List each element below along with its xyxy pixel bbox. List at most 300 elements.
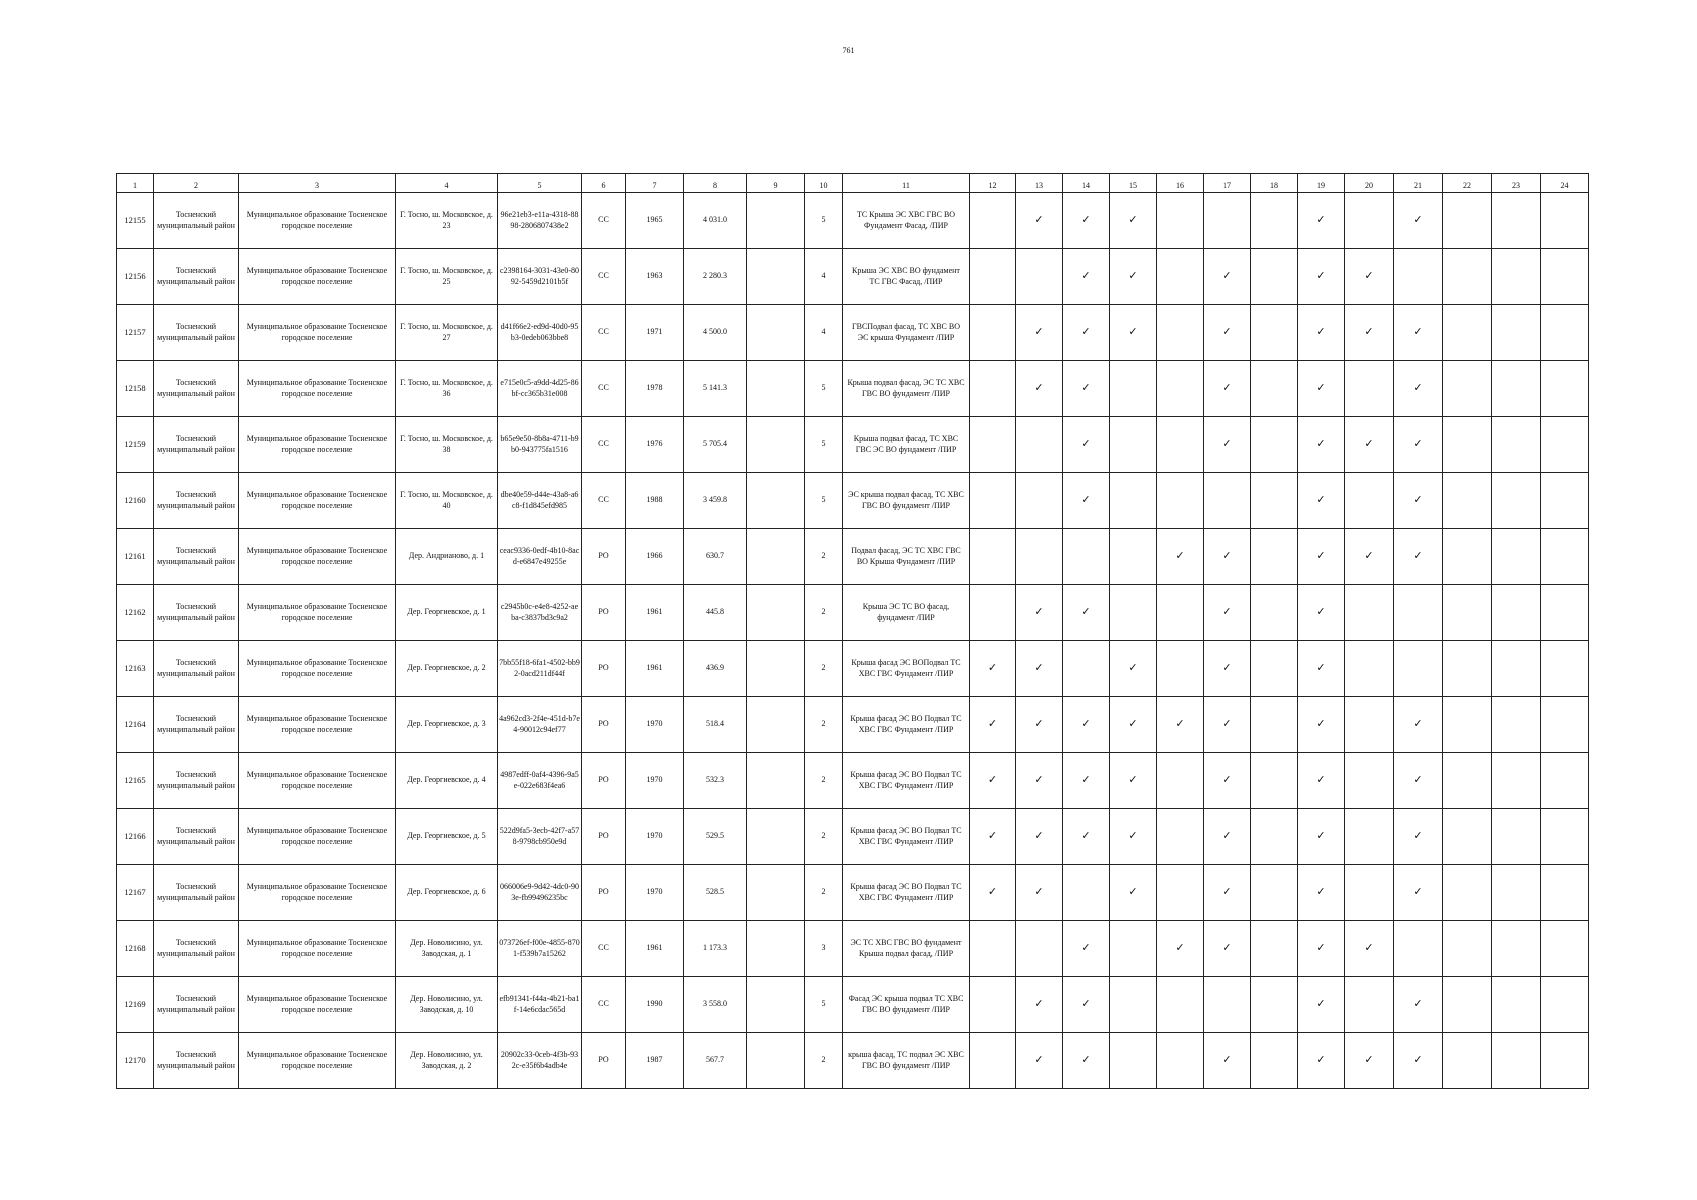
address-cell: Дер. Георгиевское, д. 3 [396, 697, 498, 753]
checkmark-icon: ✓ [1316, 550, 1326, 563]
check-cell-19 [1298, 977, 1345, 1033]
row-id: 12166 [117, 809, 154, 865]
table-row [117, 305, 1589, 361]
checkmark-icon: ✓ [1081, 830, 1091, 843]
year-cell: 1970 [626, 697, 684, 753]
col9-cell [747, 417, 805, 473]
year-cell: 1976 [626, 417, 684, 473]
guid-cell: 4a962cd3-2f4e-451d-b7e4-90012c94ef77 [498, 697, 582, 753]
works-cell: ЭС ТС ХВС ГВС ВО фундамент Крыша подвал фасад, /ПИР [843, 921, 970, 977]
check-cell-23 [1492, 193, 1541, 249]
col9-cell [747, 305, 805, 361]
check-cell-23 [1492, 361, 1541, 417]
row-id: 12158 [117, 361, 154, 417]
col9-cell [747, 977, 805, 1033]
row-id: 12160 [117, 473, 154, 529]
area-cell: 445.8 [684, 585, 747, 641]
check-cell-14 [1063, 697, 1110, 753]
address-cell: Г. Тосно, ш. Московское, д. 38 [396, 417, 498, 473]
area-cell: 5 141.3 [684, 361, 747, 417]
address-cell: Дер. Георгиевское, д. 1 [396, 585, 498, 641]
check-cell-23 [1492, 809, 1541, 865]
check-cell-12 [970, 585, 1016, 641]
check-cell-19 [1298, 361, 1345, 417]
check-cell-17 [1204, 809, 1251, 865]
checkmark-icon: ✓ [1034, 830, 1044, 843]
address-cell: Дер. Георгиевское, д. 4 [396, 753, 498, 809]
check-cell-15 [1110, 417, 1157, 473]
floors-cell: 4 [805, 305, 843, 361]
page-number: 761 [842, 46, 855, 55]
checkmark-icon: ✓ [1222, 438, 1232, 451]
check-cell-13 [1016, 473, 1063, 529]
check-cell-17 [1204, 361, 1251, 417]
check-cell-16 [1157, 473, 1204, 529]
check-cell-16 [1157, 361, 1204, 417]
col9-cell [747, 361, 805, 417]
area-cell: 3 558.0 [684, 977, 747, 1033]
check-cell-14 [1063, 921, 1110, 977]
check-cell-13 [1016, 529, 1063, 585]
housing-table [116, 173, 1589, 1089]
check-cell-17 [1204, 1033, 1251, 1089]
check-cell-16 [1157, 417, 1204, 473]
table-row [117, 753, 1589, 809]
address-cell: Дер. Георгиевское, д. 5 [396, 809, 498, 865]
check-cell-20 [1345, 697, 1394, 753]
column-header-24: 24 [1541, 174, 1589, 193]
check-cell-17 [1204, 529, 1251, 585]
check-cell-17 [1204, 865, 1251, 921]
checkmark-icon: ✓ [1316, 326, 1326, 339]
column-header-4: 4 [396, 174, 498, 193]
check-cell-12 [970, 417, 1016, 473]
check-cell-21 [1394, 529, 1443, 585]
checkmark-icon: ✓ [1316, 662, 1326, 675]
check-cell-20 [1345, 361, 1394, 417]
check-cell-14 [1063, 585, 1110, 641]
table-row [117, 697, 1589, 753]
check-cell-15 [1110, 193, 1157, 249]
check-cell-17 [1204, 249, 1251, 305]
check-cell-24 [1541, 921, 1589, 977]
district-cell: Тосненский муниципальный район [154, 641, 239, 697]
checkmark-icon: ✓ [1175, 718, 1185, 731]
check-cell-18 [1251, 753, 1298, 809]
address-cell: Дер. Новолисино, ул. Заводская, д. 2 [396, 1033, 498, 1089]
check-cell-19 [1298, 921, 1345, 977]
works-cell: Крыша подвал фасад, ТС ХВС ГВС ЭС ВО фундамент /ПИР [843, 417, 970, 473]
column-header-5: 5 [498, 174, 582, 193]
check-cell-19 [1298, 585, 1345, 641]
checkmark-icon: ✓ [1222, 606, 1232, 619]
check-cell-17 [1204, 417, 1251, 473]
check-cell-12 [970, 641, 1016, 697]
municipality-cell: Муниципальное образование Тосненское городское поселение [239, 865, 396, 921]
checkmark-icon: ✓ [1128, 718, 1138, 731]
row-id: 12156 [117, 249, 154, 305]
check-cell-22 [1443, 977, 1492, 1033]
check-cell-17 [1204, 305, 1251, 361]
checkmark-icon: ✓ [1413, 998, 1423, 1011]
check-cell-14 [1063, 977, 1110, 1033]
check-cell-13 [1016, 417, 1063, 473]
checkmark-icon: ✓ [1316, 830, 1326, 843]
check-cell-18 [1251, 417, 1298, 473]
checkmark-icon: ✓ [1081, 774, 1091, 787]
check-cell-20 [1345, 753, 1394, 809]
check-cell-15 [1110, 1033, 1157, 1089]
check-cell-18 [1251, 697, 1298, 753]
check-cell-23 [1492, 977, 1541, 1033]
guid-cell: 066006e9-9d42-4dc0-903e-fb99496235bc [498, 865, 582, 921]
row-id: 12170 [117, 1033, 154, 1089]
district-cell: Тосненский муниципальный район [154, 697, 239, 753]
checkmark-icon: ✓ [1222, 718, 1232, 731]
check-cell-15 [1110, 809, 1157, 865]
check-cell-24 [1541, 865, 1589, 921]
area-cell: 532.3 [684, 753, 747, 809]
check-cell-24 [1541, 697, 1589, 753]
check-cell-13 [1016, 361, 1063, 417]
column-header-11: 11 [843, 174, 970, 193]
check-cell-14 [1063, 361, 1110, 417]
check-cell-16 [1157, 585, 1204, 641]
address-cell: Дер. Георгиевское, д. 6 [396, 865, 498, 921]
row-id: 12165 [117, 753, 154, 809]
column-header-22: 22 [1443, 174, 1492, 193]
row-id: 12167 [117, 865, 154, 921]
check-cell-23 [1492, 473, 1541, 529]
column-header-13: 13 [1016, 174, 1063, 193]
check-cell-16 [1157, 193, 1204, 249]
check-cell-20 [1345, 865, 1394, 921]
column-header-7: 7 [626, 174, 684, 193]
table-row [117, 977, 1589, 1033]
check-cell-21 [1394, 473, 1443, 529]
checkmark-icon: ✓ [1316, 718, 1326, 731]
check-cell-12 [970, 865, 1016, 921]
year-cell: 1963 [626, 249, 684, 305]
area-cell: 2 280.3 [684, 249, 747, 305]
check-cell-18 [1251, 921, 1298, 977]
checkmark-icon: ✓ [1222, 382, 1232, 395]
checkmark-icon: ✓ [1364, 1054, 1374, 1067]
check-cell-15 [1110, 249, 1157, 305]
checkmark-icon: ✓ [1081, 718, 1091, 731]
checkmark-icon: ✓ [1413, 830, 1423, 843]
wall-material-cell: СС [582, 305, 626, 361]
column-header-9: 9 [747, 174, 805, 193]
header-row [117, 174, 1589, 193]
checkmark-icon: ✓ [1128, 830, 1138, 843]
guid-cell: d41f66e2-ed9d-40d0-95b3-0edeb063bbe8 [498, 305, 582, 361]
check-cell-23 [1492, 249, 1541, 305]
check-cell-23 [1492, 697, 1541, 753]
wall-material-cell: СС [582, 249, 626, 305]
district-cell: Тосненский муниципальный район [154, 417, 239, 473]
floors-cell: 5 [805, 473, 843, 529]
check-cell-19 [1298, 417, 1345, 473]
check-cell-14 [1063, 753, 1110, 809]
guid-cell: 7bb55f18-6fa1-4502-bb92-0acd211df44f [498, 641, 582, 697]
municipality-cell: Муниципальное образование Тосненское городское поселение [239, 809, 396, 865]
checkmark-icon: ✓ [1364, 438, 1374, 451]
checkmark-icon: ✓ [1364, 326, 1374, 339]
check-cell-13 [1016, 865, 1063, 921]
check-cell-19 [1298, 529, 1345, 585]
floors-cell: 5 [805, 417, 843, 473]
check-cell-14 [1063, 193, 1110, 249]
wall-material-cell: СС [582, 921, 626, 977]
check-cell-22 [1443, 753, 1492, 809]
row-id: 12162 [117, 585, 154, 641]
table-row [117, 529, 1589, 585]
check-cell-13 [1016, 305, 1063, 361]
guid-cell: ceac9336-0edf-4b10-8acd-e6847e49255e [498, 529, 582, 585]
area-cell: 528.5 [684, 865, 747, 921]
row-id: 12155 [117, 193, 154, 249]
row-id: 12157 [117, 305, 154, 361]
district-cell: Тосненский муниципальный район [154, 529, 239, 585]
check-cell-19 [1298, 697, 1345, 753]
col9-cell [747, 921, 805, 977]
works-cell: Крыша фасад ЭС ВО Подвал ТС ХВС ГВС Фундамент /ПИР [843, 865, 970, 921]
works-cell: ЭС крыша подвал фасад, ТС ХВС ГВС ВО фундамент /ПИР [843, 473, 970, 529]
check-cell-23 [1492, 305, 1541, 361]
guid-cell: 522d9fa5-3ecb-42f7-a578-9798cb950e9d [498, 809, 582, 865]
address-cell: Дер. Андрианово, д. 1 [396, 529, 498, 585]
check-cell-15 [1110, 473, 1157, 529]
column-header-3: 3 [239, 174, 396, 193]
floors-cell: 2 [805, 529, 843, 585]
table-row [117, 865, 1589, 921]
check-cell-13 [1016, 641, 1063, 697]
check-cell-18 [1251, 865, 1298, 921]
col9-cell [747, 865, 805, 921]
check-cell-13 [1016, 697, 1063, 753]
check-cell-23 [1492, 417, 1541, 473]
address-cell: Дер. Новолисино, ул. Заводская, д. 10 [396, 977, 498, 1033]
table-row [117, 473, 1589, 529]
guid-cell: efb91341-f44a-4b21-ba1f-14e6cdac565d [498, 977, 582, 1033]
municipality-cell: Муниципальное образование Тосненское городское поселение [239, 585, 396, 641]
check-cell-20 [1345, 977, 1394, 1033]
check-cell-21 [1394, 641, 1443, 697]
column-header-18: 18 [1251, 174, 1298, 193]
check-cell-24 [1541, 473, 1589, 529]
check-cell-23 [1492, 865, 1541, 921]
municipality-cell: Муниципальное образование Тосненское городское поселение [239, 473, 396, 529]
row-id: 12168 [117, 921, 154, 977]
wall-material-cell: РО [582, 641, 626, 697]
column-header-6: 6 [582, 174, 626, 193]
checkmark-icon: ✓ [1413, 550, 1423, 563]
year-cell: 1970 [626, 865, 684, 921]
row-id: 12161 [117, 529, 154, 585]
column-header-14: 14 [1063, 174, 1110, 193]
municipality-cell: Муниципальное образование Тосненское городское поселение [239, 697, 396, 753]
checkmark-icon: ✓ [987, 830, 998, 843]
checkmark-icon: ✓ [1081, 438, 1091, 451]
checkmark-icon: ✓ [1128, 270, 1138, 283]
col9-cell [747, 697, 805, 753]
district-cell: Тосненский муниципальный район [154, 809, 239, 865]
check-cell-14 [1063, 473, 1110, 529]
check-cell-21 [1394, 865, 1443, 921]
wall-material-cell: РО [582, 865, 626, 921]
check-cell-18 [1251, 585, 1298, 641]
check-cell-16 [1157, 753, 1204, 809]
check-cell-14 [1063, 1033, 1110, 1089]
check-cell-14 [1063, 417, 1110, 473]
check-cell-15 [1110, 305, 1157, 361]
floors-cell: 2 [805, 753, 843, 809]
year-cell: 1966 [626, 529, 684, 585]
check-cell-20 [1345, 1033, 1394, 1089]
works-cell: ТС Крыша ЭС ХВС ГВС ВО Фундамент Фасад, /ПИР [843, 193, 970, 249]
area-cell: 3 459.8 [684, 473, 747, 529]
column-header-20: 20 [1345, 174, 1394, 193]
check-cell-22 [1443, 865, 1492, 921]
check-cell-18 [1251, 977, 1298, 1033]
check-cell-24 [1541, 417, 1589, 473]
check-cell-13 [1016, 249, 1063, 305]
checkmark-icon: ✓ [987, 662, 998, 675]
year-cell: 1987 [626, 1033, 684, 1089]
checkmark-icon: ✓ [1316, 886, 1326, 899]
municipality-cell: Муниципальное образование Тосненское городское поселение [239, 193, 396, 249]
check-cell-12 [970, 1033, 1016, 1089]
area-cell: 4 031.0 [684, 193, 747, 249]
floors-cell: 2 [805, 809, 843, 865]
checkmark-icon: ✓ [1364, 270, 1374, 283]
wall-material-cell: СС [582, 193, 626, 249]
column-header-10: 10 [805, 174, 843, 193]
check-cell-18 [1251, 305, 1298, 361]
check-cell-15 [1110, 921, 1157, 977]
municipality-cell: Муниципальное образование Тосненское городское поселение [239, 361, 396, 417]
check-cell-21 [1394, 305, 1443, 361]
check-cell-14 [1063, 305, 1110, 361]
checkmark-icon: ✓ [1222, 662, 1232, 675]
year-cell: 1961 [626, 585, 684, 641]
checkmark-icon: ✓ [1081, 1054, 1091, 1067]
check-cell-21 [1394, 1033, 1443, 1089]
works-cell: Крыша ЭС ТС ВО фасад, фундамент /ПИР [843, 585, 970, 641]
checkmark-icon: ✓ [1034, 1054, 1044, 1067]
table-row [117, 585, 1589, 641]
check-cell-18 [1251, 1033, 1298, 1089]
guid-cell: e715e0c5-a9dd-4d25-86bf-cc365b31e008 [498, 361, 582, 417]
municipality-cell: Муниципальное образование Тосненское городское поселение [239, 753, 396, 809]
col9-cell [747, 753, 805, 809]
year-cell: 1970 [626, 753, 684, 809]
district-cell: Тосненский муниципальный район [154, 921, 239, 977]
check-cell-12 [970, 529, 1016, 585]
district-cell: Тосненский муниципальный район [154, 1033, 239, 1089]
check-cell-12 [970, 809, 1016, 865]
address-cell: Г. Тосно, ш. Московское, д. 25 [396, 249, 498, 305]
checkmark-icon: ✓ [1316, 606, 1326, 619]
check-cell-15 [1110, 865, 1157, 921]
wall-material-cell: РО [582, 809, 626, 865]
check-cell-23 [1492, 529, 1541, 585]
checkmark-icon: ✓ [1222, 270, 1232, 283]
checkmark-icon: ✓ [1413, 438, 1423, 451]
checkmark-icon: ✓ [1413, 214, 1423, 227]
column-header-8: 8 [684, 174, 747, 193]
col9-cell [747, 1033, 805, 1089]
check-cell-17 [1204, 641, 1251, 697]
checkmark-icon: ✓ [1128, 662, 1138, 675]
check-cell-12 [970, 193, 1016, 249]
check-cell-18 [1251, 641, 1298, 697]
check-cell-17 [1204, 193, 1251, 249]
check-cell-22 [1443, 641, 1492, 697]
checkmark-icon: ✓ [1316, 494, 1326, 507]
check-cell-23 [1492, 753, 1541, 809]
check-cell-20 [1345, 193, 1394, 249]
check-cell-21 [1394, 753, 1443, 809]
check-cell-13 [1016, 585, 1063, 641]
check-cell-24 [1541, 249, 1589, 305]
area-cell: 567.7 [684, 1033, 747, 1089]
check-cell-24 [1541, 1033, 1589, 1089]
check-cell-21 [1394, 249, 1443, 305]
check-cell-24 [1541, 305, 1589, 361]
check-cell-15 [1110, 361, 1157, 417]
check-cell-23 [1492, 1033, 1541, 1089]
col9-cell [747, 249, 805, 305]
area-cell: 529.5 [684, 809, 747, 865]
checkmark-icon: ✓ [1364, 550, 1374, 563]
check-cell-19 [1298, 1033, 1345, 1089]
municipality-cell: Муниципальное образование Тосненское городское поселение [239, 249, 396, 305]
floors-cell: 4 [805, 249, 843, 305]
check-cell-20 [1345, 809, 1394, 865]
checkmark-icon: ✓ [1081, 942, 1091, 955]
checkmark-icon: ✓ [1316, 438, 1326, 451]
row-id: 12169 [117, 977, 154, 1033]
district-cell: Тосненский муниципальный район [154, 753, 239, 809]
check-cell-20 [1345, 417, 1394, 473]
municipality-cell: Муниципальное образование Тосненское городское поселение [239, 1033, 396, 1089]
address-cell: Дер. Георгиевское, д. 2 [396, 641, 498, 697]
check-cell-19 [1298, 193, 1345, 249]
check-cell-19 [1298, 249, 1345, 305]
check-cell-16 [1157, 697, 1204, 753]
check-cell-21 [1394, 585, 1443, 641]
check-cell-16 [1157, 977, 1204, 1033]
municipality-cell: Муниципальное образование Тосненское городское поселение [239, 641, 396, 697]
checkmark-icon: ✓ [1081, 998, 1091, 1011]
area-cell: 5 705.4 [684, 417, 747, 473]
table-row [117, 193, 1589, 249]
check-cell-15 [1110, 641, 1157, 697]
year-cell: 1988 [626, 473, 684, 529]
check-cell-23 [1492, 921, 1541, 977]
check-cell-18 [1251, 249, 1298, 305]
checkmark-icon: ✓ [1222, 942, 1232, 955]
check-cell-24 [1541, 753, 1589, 809]
guid-cell: 96e21eb3-e11a-4318-8898-2806807438e2 [498, 193, 582, 249]
check-cell-19 [1298, 753, 1345, 809]
checkmark-icon: ✓ [987, 718, 998, 731]
check-cell-19 [1298, 305, 1345, 361]
column-header-19: 19 [1298, 174, 1345, 193]
check-cell-13 [1016, 1033, 1063, 1089]
